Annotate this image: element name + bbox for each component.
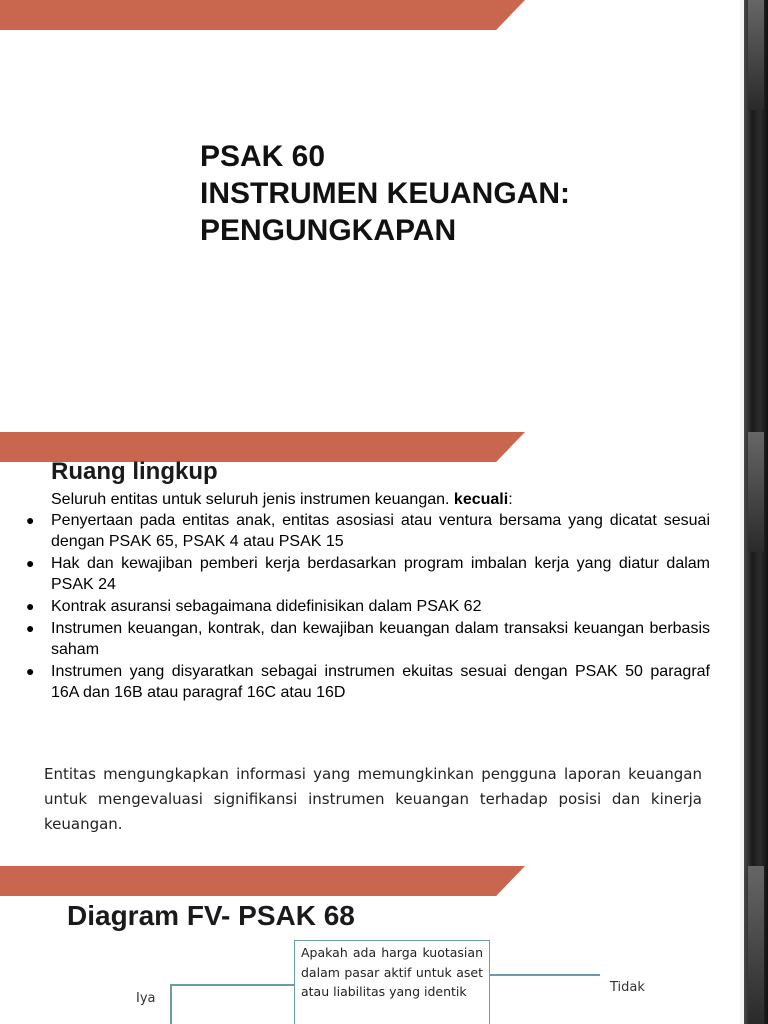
label-yes: Iya	[136, 991, 156, 1006]
bullet-icon: ●	[26, 663, 35, 679]
section-heading: Ruang lingkup	[51, 458, 218, 485]
flow-line-no	[490, 974, 600, 976]
bullet-icon: ●	[26, 598, 35, 614]
label-no: Tidak	[610, 980, 645, 995]
presentation-frame-edge	[740, 0, 768, 1024]
bullet-icon: ●	[26, 620, 35, 636]
flow-line-yes	[170, 984, 294, 986]
frame-highlight	[748, 432, 764, 552]
list-item	[24, 553, 710, 595]
frame-highlight	[748, 0, 764, 110]
title-line: INSTRUMEN KEUANGAN:	[200, 177, 570, 210]
slide-header-banner	[0, 0, 525, 30]
intro-text-plain: Seluruh entitas untuk seluruh jenis instrumen keuangan.	[51, 491, 454, 508]
list-item	[24, 618, 710, 660]
slide-3	[0, 866, 740, 1024]
intro-text	[51, 489, 513, 510]
list-item-text: Hak dan kewajiban pemberi kerja berdasarkan program imbalan kerja yang diatur dalam PSAK 24	[51, 555, 710, 593]
title-line: PENGUNGKAPAN	[200, 214, 457, 247]
list-item	[24, 661, 710, 703]
list-item-text: Instrumen keuangan, kontrak, dan kewajiban keuangan dalam transaksi keuangan berbasis saham	[51, 620, 710, 658]
slide-title	[200, 138, 570, 249]
list-item-text: Kontrak asuransi sebagaimana didefinisikan dalam PSAK 62	[51, 598, 482, 615]
diagram-heading: Diagram FV- PSAK 68	[67, 900, 355, 931]
slide-2	[0, 432, 740, 866]
list-item	[24, 510, 710, 552]
decision-box: Apakah ada harga kuotasian dalam pasar aktif untuk aset atau liabilitas yang identik	[294, 940, 490, 1024]
bullet-icon: ●	[26, 555, 35, 571]
title-line: PSAK 60	[200, 140, 326, 173]
list-item-text: Instrumen yang disyaratkan sebagai instrumen ekuitas sesuai dengan PSAK 50 paragraf 16A dan 16B atau paragraf 16C atau 16D	[51, 663, 710, 701]
summary-paragraph: Entitas mengungkapkan informasi yang memungkinkan pengguna laporan keuangan untuk mengevaluasi signifikansi instrumen keuangan terhadap posisi dan kinerja keuangan.	[44, 765, 702, 833]
slide-1	[0, 0, 740, 432]
frame-highlight	[748, 866, 764, 1024]
flow-line-yes-down	[170, 984, 172, 1024]
bullet-icon: ●	[26, 512, 35, 528]
exception-list	[24, 510, 710, 704]
list-item	[24, 596, 710, 617]
slide-header-banner	[0, 866, 525, 896]
list-item-text: Penyertaan pada entitas anak, entitas asosiasi atau ventura bersama yang dicatat sesuai dengan PSAK 65, PSAK 4 atau PSAK 15	[51, 512, 710, 550]
intro-text-bold: kecuali	[453, 491, 509, 508]
intro-text-end: :	[508, 491, 513, 508]
